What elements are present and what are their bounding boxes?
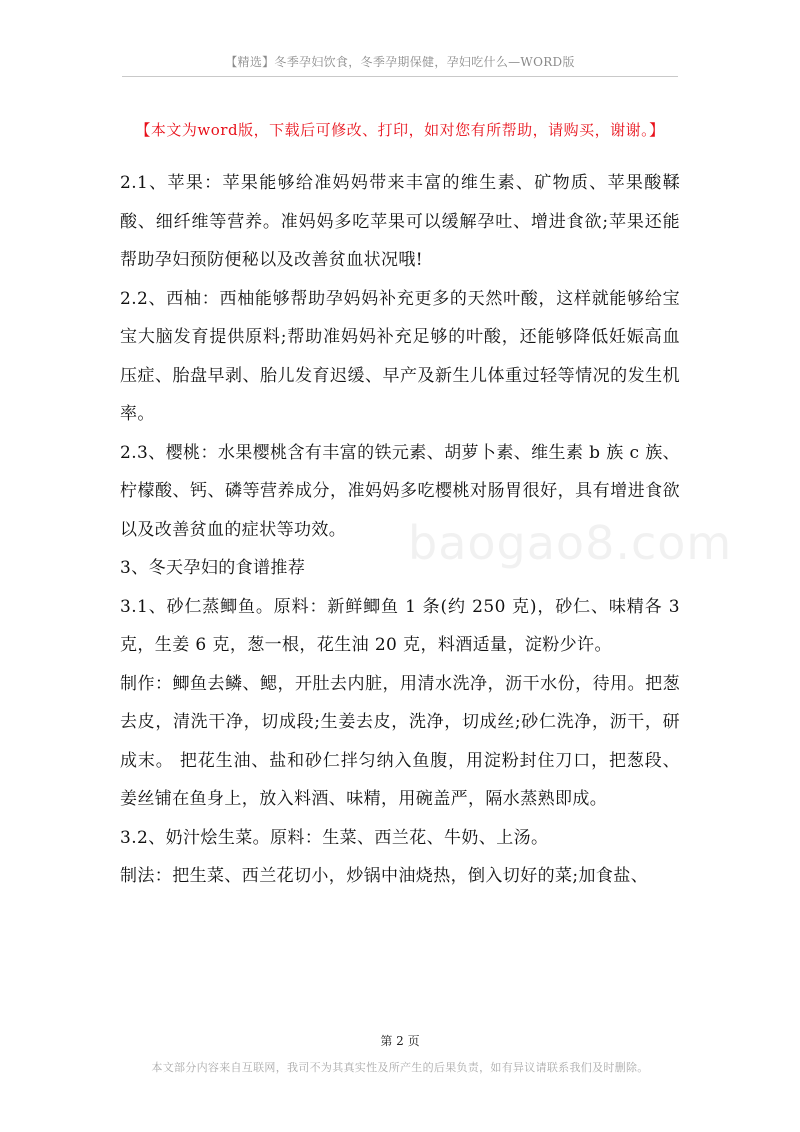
paragraph-cherry: 2.3、樱桃：水果樱桃含有丰富的铁元素、胡萝卜素、维生素 b 族 c 族、柠檬酸、钙、磷等营养成分，准妈妈多吃樱桃对肠胃很好，具有增进食欲以及改善贫血的症状等功效。 — [120, 442, 680, 540]
paragraph-grapefruit: 2.2、西柚：西柚能够帮助孕妈妈补充更多的天然叶酸，这样就能够给宝宝大脑发育提供原料;帮助准妈妈补充足够的叶酸，还能够降低妊娠高血压症、胎盘早剥、胎儿发育迟缓、早产及新生儿体重过轻等情况的发生机率。 — [120, 288, 680, 424]
paragraph-recipe-fish-method: 制作：鲫鱼去鳞、鳃，开肚去内脏，用清水洗净，沥干水份，待用。把葱去皮，清洗干净，切成段;生姜去皮，洗净，切成丝;砂仁洗净，沥干，研成末。 把花生油、盐和砂仁拌匀纳入鱼腹，用淀粉封住刀口，把葱段、姜丝铺在鱼身上，放入料酒、味精，用碗盖严，隔水蒸熟即成。 — [120, 673, 680, 809]
section-heading-recipes: 3、冬天孕妇的食谱推荐 — [120, 558, 306, 578]
paragraph-recipe-lettuce-method: 制法：把生菜、西兰花切小，炒锅中油烧热，倒入切好的菜;加食盐、 — [120, 866, 649, 886]
paragraph-recipe-lettuce-ingredients: 3.2、奶汁烩生菜。原料：生菜、西兰花、牛奶、上汤。 — [120, 827, 549, 848]
header-divider — [122, 76, 678, 77]
page-header-title: 【精选】冬季孕妇饮食，冬季孕期保健，孕妇吃什么—WORD版 — [225, 55, 575, 69]
paragraph-apple: 2.1、苹果：苹果能够给准妈妈带来丰富的维生素、矿物质、苹果酸鞣酸、细纤维等营养。准妈妈多吃苹果可以缓解孕吐、增进食欲;苹果还能帮助孕妇预防便秘以及改善贫血状况哦! — [120, 173, 680, 270]
footer-disclaimer: 本文部分内容来自互联网，我司不为其真实性及所产生的后果负责，如有异议请联系我们及时删除。 — [151, 1061, 649, 1074]
watermark-logo: baogao8.com — [408, 516, 733, 570]
page-number: 第 2 页 — [380, 1034, 420, 1048]
word-version-notice: 【本文为word版，下载后可修改、打印，如对您有所帮助，请购买，谢谢。】 — [135, 121, 665, 139]
paragraph-recipe-fish-ingredients: 3.1、砂仁蒸鲫鱼。原料：新鲜鲫鱼 1 条(约 250 克)，砂仁、味精各 3 克，生姜 6 克，葱一根，花生油 20 克，料酒适量，淀粉少许。 — [120, 596, 680, 655]
document-body — [120, 164, 680, 896]
